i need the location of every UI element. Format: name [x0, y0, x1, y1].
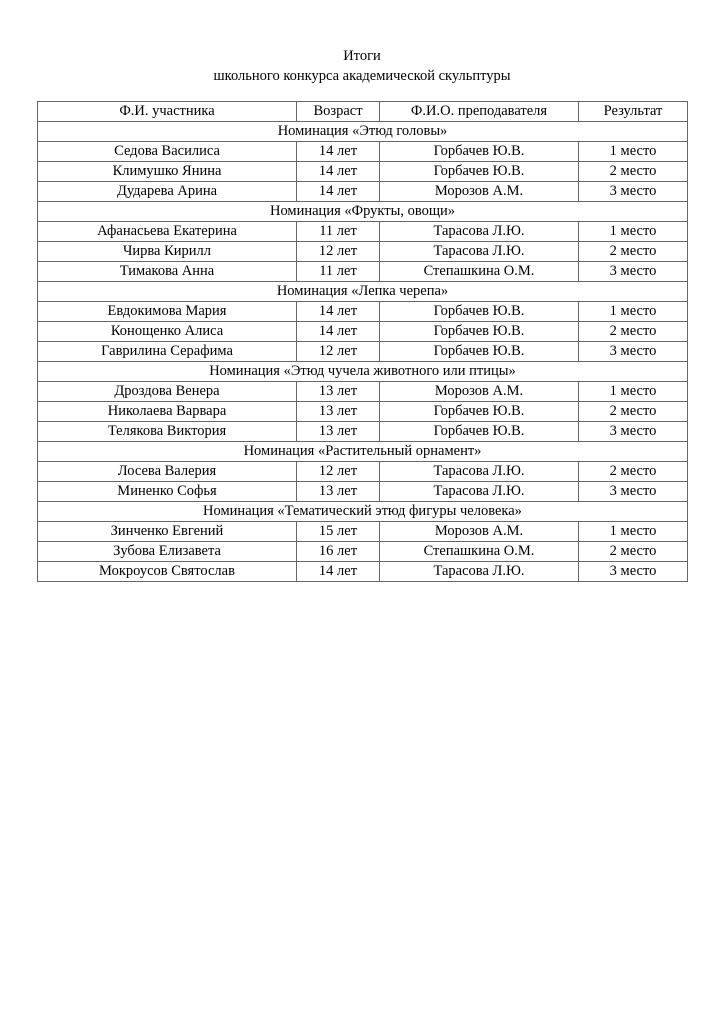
result-place: 3 место	[579, 562, 688, 582]
participant-name: Телякова Виктория	[38, 422, 297, 442]
result-place: 1 место	[579, 222, 688, 242]
result-place: 3 место	[579, 422, 688, 442]
header-participant: Ф.И. участника	[38, 102, 297, 122]
table-row	[38, 402, 688, 422]
teacher-name: Тарасова Л.Ю.	[380, 482, 579, 502]
nomination-row	[38, 442, 688, 462]
teacher-name: Горбачев Ю.В.	[380, 402, 579, 422]
result-place: 2 место	[579, 322, 688, 342]
participant-name: Лосева Валерия	[38, 462, 297, 482]
nomination-row	[38, 282, 688, 302]
participant-name: Миненко Софья	[38, 482, 297, 502]
nomination-row	[38, 122, 688, 142]
participant-age: 14 лет	[297, 142, 380, 162]
nomination-title: Номинация «Тематический этюд фигуры человека»	[38, 502, 688, 522]
participant-age: 11 лет	[297, 262, 380, 282]
table-row	[38, 542, 688, 562]
participant-name: Евдокимова Мария	[38, 302, 297, 322]
result-place: 2 место	[579, 402, 688, 422]
nomination-title: Номинация «Этюд головы»	[38, 122, 688, 142]
participant-name: Седова Василиса	[38, 142, 297, 162]
result-place: 3 место	[579, 482, 688, 502]
table-row	[38, 482, 688, 502]
participant-age: 14 лет	[297, 162, 380, 182]
participant-age: 13 лет	[297, 382, 380, 402]
table-row	[38, 322, 688, 342]
table-row	[38, 342, 688, 362]
table-header-row	[38, 102, 688, 122]
teacher-name: Горбачев Ю.В.	[380, 162, 579, 182]
participant-name: Гаврилина Серафима	[38, 342, 297, 362]
table-row	[38, 162, 688, 182]
participant-age: 11 лет	[297, 222, 380, 242]
table-body	[38, 122, 688, 582]
teacher-name: Степашкина О.М.	[380, 262, 579, 282]
participant-age: 13 лет	[297, 402, 380, 422]
nomination-title: Номинация «Растительный орнамент»	[38, 442, 688, 462]
table-row	[38, 522, 688, 542]
participant-name: Тимакова Анна	[38, 262, 297, 282]
result-place: 3 место	[579, 342, 688, 362]
participant-name: Конощенко Алиса	[38, 322, 297, 342]
participant-name: Афанасьева Екатерина	[38, 222, 297, 242]
teacher-name: Тарасова Л.Ю.	[380, 562, 579, 582]
teacher-name: Тарасова Л.Ю.	[380, 462, 579, 482]
nomination-title: Номинация «Лепка черепа»	[38, 282, 688, 302]
table-row	[38, 182, 688, 202]
teacher-name: Горбачев Ю.В.	[380, 342, 579, 362]
teacher-name: Горбачев Ю.В.	[380, 422, 579, 442]
table-row	[38, 462, 688, 482]
nomination-row	[38, 202, 688, 222]
header-age: Возраст	[297, 102, 380, 122]
table-row	[38, 262, 688, 282]
results-table	[37, 101, 688, 582]
participant-age: 12 лет	[297, 342, 380, 362]
result-place: 1 место	[579, 522, 688, 542]
participant-age: 14 лет	[297, 562, 380, 582]
teacher-name: Горбачев Ю.В.	[380, 322, 579, 342]
document-title: Итоги	[343, 48, 381, 64]
participant-name: Мокроусов Святослав	[38, 562, 297, 582]
result-place: 2 место	[579, 542, 688, 562]
result-place: 1 место	[579, 302, 688, 322]
participant-name: Дударева Арина	[38, 182, 297, 202]
participant-age: 14 лет	[297, 182, 380, 202]
document-header	[0, 46, 724, 86]
participant-age: 14 лет	[297, 302, 380, 322]
nomination-row	[38, 362, 688, 382]
table-row	[38, 302, 688, 322]
table-row	[38, 142, 688, 162]
header-teacher: Ф.И.О. преподавателя	[380, 102, 579, 122]
participant-name: Климушко Янина	[38, 162, 297, 182]
teacher-name: Морозов А.М.	[380, 522, 579, 542]
participant-age: 12 лет	[297, 242, 380, 262]
participant-age: 13 лет	[297, 422, 380, 442]
teacher-name: Горбачев Ю.В.	[380, 302, 579, 322]
result-place: 2 место	[579, 242, 688, 262]
header-result: Результат	[579, 102, 688, 122]
participant-age: 15 лет	[297, 522, 380, 542]
table-row	[38, 242, 688, 262]
table-row	[38, 222, 688, 242]
result-place: 2 место	[579, 162, 688, 182]
table-row	[38, 382, 688, 402]
nomination-title: Номинация «Фрукты, овощи»	[38, 202, 688, 222]
result-place: 3 место	[579, 182, 688, 202]
table-row	[38, 562, 688, 582]
participant-name: Чирва Кирилл	[38, 242, 297, 262]
participant-name: Дроздова Венера	[38, 382, 297, 402]
participant-name: Зинченко Евгений	[38, 522, 297, 542]
teacher-name: Тарасова Л.Ю.	[380, 242, 579, 262]
participant-age: 13 лет	[297, 482, 380, 502]
participant-name: Николаева Варвара	[38, 402, 297, 422]
participant-age: 14 лет	[297, 322, 380, 342]
document-subtitle: школьного конкурса академической скульптуры	[213, 68, 511, 84]
teacher-name: Степашкина О.М.	[380, 542, 579, 562]
participant-age: 12 лет	[297, 462, 380, 482]
participant-name: Зубова Елизавета	[38, 542, 297, 562]
participant-age: 16 лет	[297, 542, 380, 562]
result-place: 2 место	[579, 462, 688, 482]
teacher-name: Морозов А.М.	[380, 382, 579, 402]
teacher-name: Горбачев Ю.В.	[380, 142, 579, 162]
result-place: 1 место	[579, 142, 688, 162]
result-place: 1 место	[579, 382, 688, 402]
result-place: 3 место	[579, 262, 688, 282]
teacher-name: Тарасова Л.Ю.	[380, 222, 579, 242]
table-row	[38, 422, 688, 442]
nomination-title: Номинация «Этюд чучела животного или птицы»	[38, 362, 688, 382]
teacher-name: Морозов А.М.	[380, 182, 579, 202]
nomination-row	[38, 502, 688, 522]
